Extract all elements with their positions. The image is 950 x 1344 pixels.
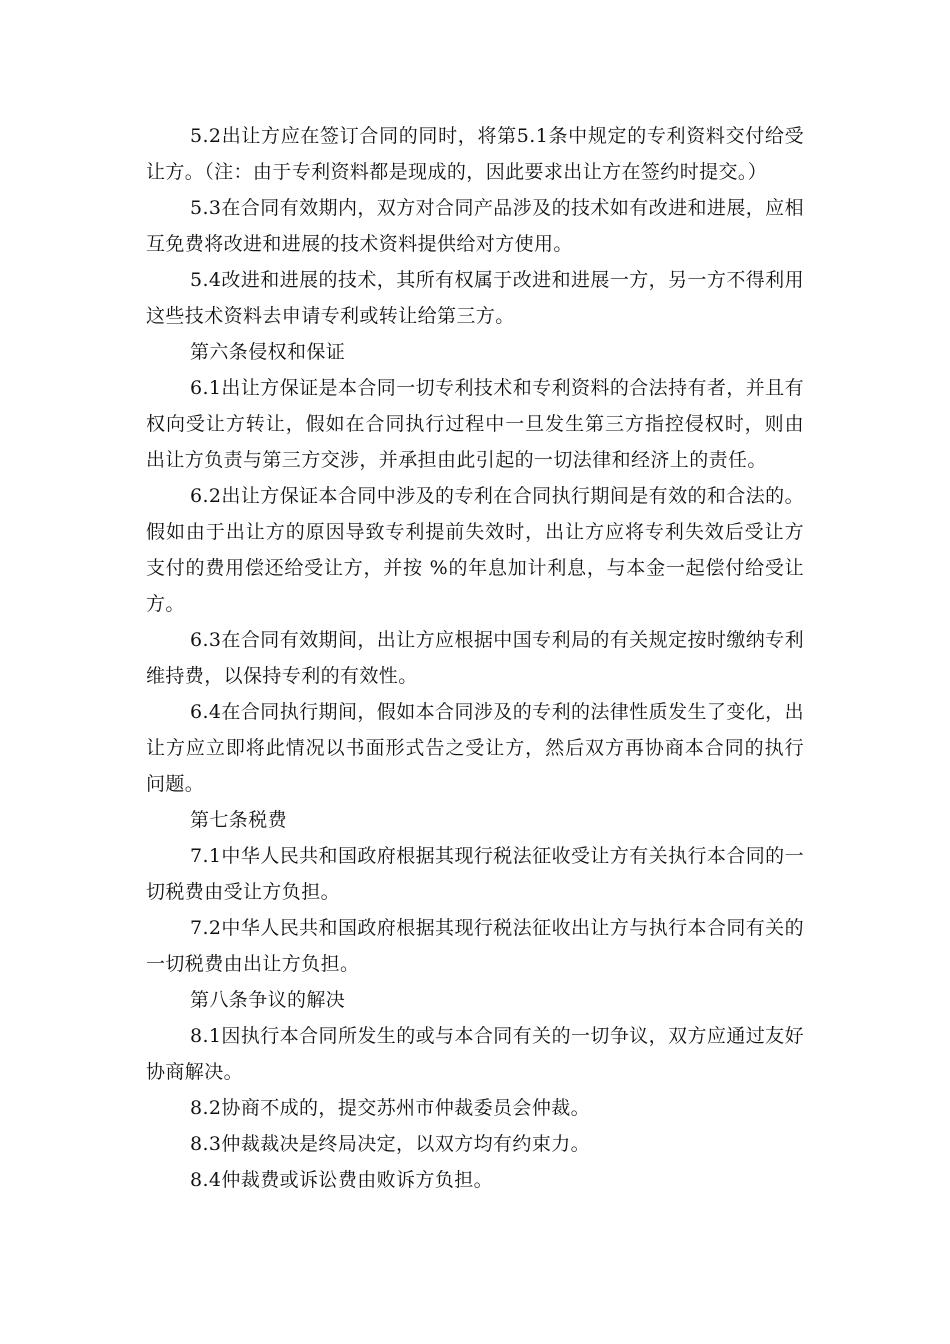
clause-8-1: 8.1因执行本合同所发生的或与本合同有关的一切争议，双方应通过友好协商解决。 [146,1025,804,1083]
clause-5-2: 5.2出让方应在签订合同的同时，将第5.1条中规定的专利资料交付给受让方。（注：由于专利资料都是现成的，因此要求出让方在签约时提交。） [146,125,804,183]
clause-8-4: 8.4仲裁费或诉讼费由败诉方负担。 [190,1169,494,1191]
article-6-heading: 第六条侵权和保证 [190,341,346,363]
article-8-heading: 第八条争议的解决 [190,989,346,1011]
clause-6-4: 6.4在合同执行期间，假如本合同涉及的专利的法律性质发生了变化，出让方应立即将此情况以书面形式告之受让方，然后双方再协商本合同的执行问题。 [146,701,804,795]
clause-6-3: 6.3在合同有效期间，出让方应根据中国专利局的有关规定按时缴纳专利维持费，以保持专利的有效性。 [146,629,804,687]
document-body [146,118,804,1198]
clause-6-1: 6.1出让方保证是本合同一切专利技术和专利资料的合法持有者，并且有权向受让方转让，假如在合同执行过程中一旦发生第三方指控侵权时，则由出让方负责与第三方交涉，并承担由此引起的一切法律和经济上的责任。 [146,377,804,471]
clause-5-4: 5.4改进和进展的技术，其所有权属于改进和进展一方，另一方不得利用这些技术资料去申请专利或转让给第三方。 [146,269,804,327]
article-7-heading: 第七条税费 [190,809,288,831]
clause-6-2: 6.2出让方保证本合同中涉及的专利在合同执行期间是有效的和合法的。假如由于出让方的原因导致专利提前失效时，出让方应将专利失效后受让方支付的费用偿还给受让方，并按 %的年息加计利息，与本金一起偿付给受让方。 [146,485,804,615]
clause-7-1: 7.1中华人民共和国政府根据其现行税法征收受让方有关执行本合同的一切税费由受让方负担。 [146,845,804,903]
clause-8-3: 8.3仲裁裁决是终局决定，以双方均有约束力。 [190,1133,591,1155]
clause-7-2: 7.2中华人民共和国政府根据其现行税法征收出让方与执行本合同有关的一切税费由出让方负担。 [146,917,804,975]
clause-8-2: 8.2协商不成的，提交苏州市仲裁委员会仲裁。 [190,1097,591,1119]
clause-5-3: 5.3在合同有效期内，双方对合同产品涉及的技术如有改进和进展，应相互免费将改进和进展的技术资料提供给对方使用。 [146,197,804,255]
